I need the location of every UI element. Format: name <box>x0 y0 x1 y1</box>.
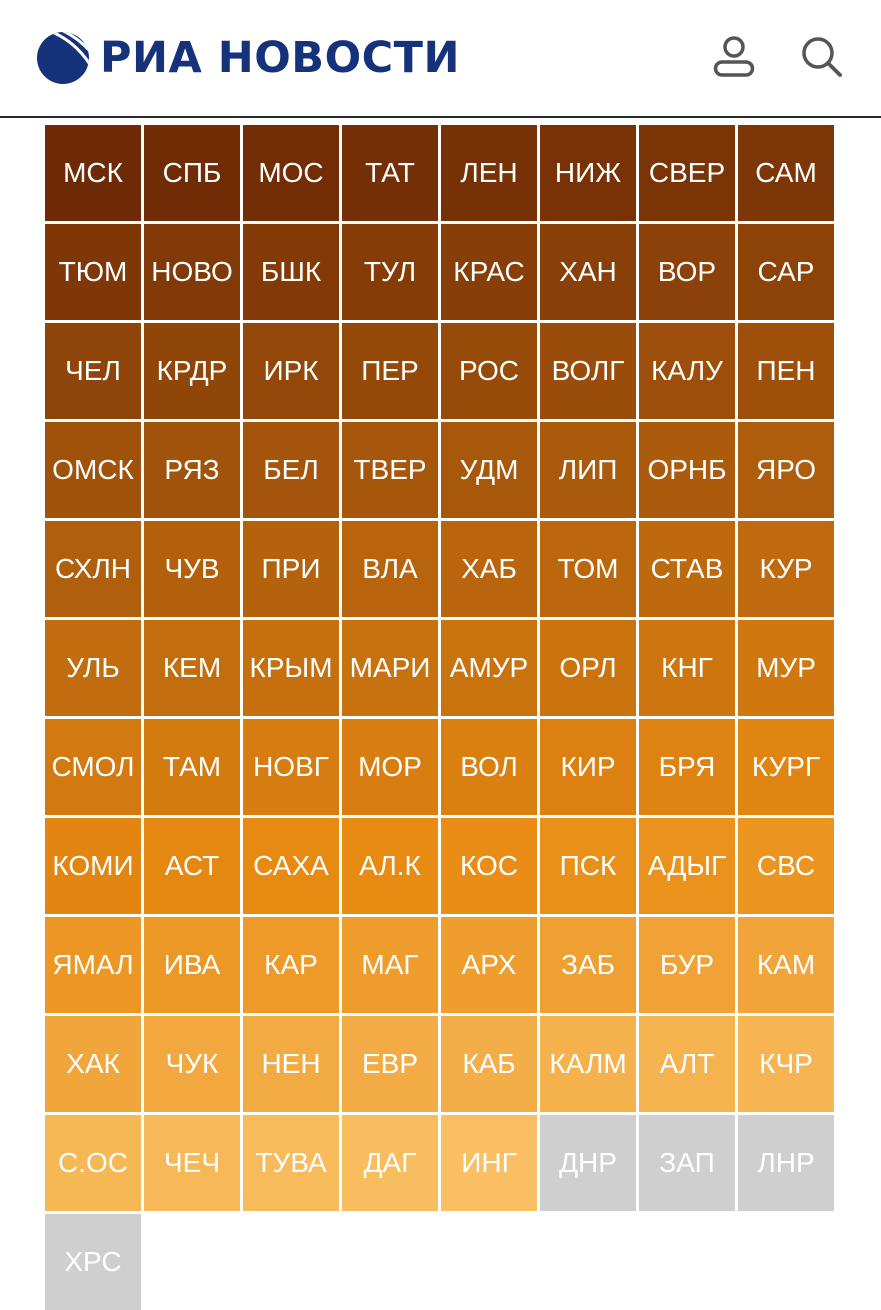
region-tile-label: КОМИ <box>52 850 134 881</box>
region-tile[interactable] <box>144 521 240 617</box>
region-tile-label: КОС <box>460 850 518 881</box>
region-tile-label: ТОМ <box>557 553 619 584</box>
region-tile-label: ЛЕН <box>460 157 518 188</box>
region-tile-label: КЧР <box>759 1048 813 1079</box>
region-tile[interactable] <box>639 1016 735 1112</box>
region-tile[interactable] <box>243 719 339 815</box>
region-tile-label: МСК <box>63 157 123 188</box>
region-tile-label: КАБ <box>462 1048 516 1079</box>
region-tile[interactable] <box>639 818 735 914</box>
region-tile[interactable] <box>243 521 339 617</box>
region-tile[interactable] <box>441 323 537 419</box>
region-tile-label: ТАМ <box>162 751 222 782</box>
region-tile-label: КУРГ <box>751 751 821 782</box>
region-tile-label: КАЛУ <box>651 355 723 386</box>
region-tile[interactable] <box>540 422 636 518</box>
region-tile[interactable] <box>342 422 438 518</box>
region-tile-label: ЧЕЧ <box>164 1147 220 1178</box>
region-tile[interactable] <box>45 818 141 914</box>
region-tile-label: НИЖ <box>554 157 622 188</box>
region-tile-label: АРХ <box>461 949 517 980</box>
region-tile-label: КИР <box>560 751 616 782</box>
region-tile[interactable] <box>441 224 537 320</box>
region-tile[interactable] <box>45 719 141 815</box>
region-tile-label: С.ОС <box>58 1147 128 1178</box>
site-logo[interactable] <box>36 30 460 86</box>
region-tile-label: БУР <box>659 949 715 980</box>
region-tile[interactable] <box>441 719 537 815</box>
region-tile[interactable] <box>540 620 636 716</box>
region-tile-label: ВЛА <box>362 553 418 584</box>
region-tile-label: БШК <box>260 256 322 287</box>
region-tile-label: МОР <box>358 751 422 782</box>
region-tile-label: САХА <box>253 850 329 881</box>
region-tile-label: ЕВР <box>361 1048 419 1079</box>
region-tile[interactable] <box>738 125 834 221</box>
region-tile[interactable] <box>243 620 339 716</box>
region-tile-label: ДНР <box>559 1147 617 1178</box>
region-tile-label: ТУЛ <box>363 256 417 287</box>
region-tile-label: ЯМАЛ <box>52 949 134 980</box>
region-tile[interactable] <box>342 224 438 320</box>
region-tile[interactable] <box>540 521 636 617</box>
region-tile-label: НОВГ <box>253 751 329 782</box>
site-header <box>0 0 881 118</box>
brand-name: РИА НОВОСТИ <box>100 33 460 83</box>
region-tile[interactable] <box>441 1115 537 1211</box>
region-tile-label: СТАВ <box>650 553 724 584</box>
region-tile-label: ЧУВ <box>164 553 220 584</box>
region-tile-label: ВОЛ <box>460 751 518 782</box>
region-tile[interactable] <box>144 917 240 1013</box>
region-tile[interactable] <box>45 422 141 518</box>
region-tile[interactable] <box>144 818 240 914</box>
region-tile[interactable] <box>639 125 735 221</box>
region-tile[interactable] <box>738 1115 834 1211</box>
region-tile-label: КАЛМ <box>549 1048 627 1079</box>
region-tile[interactable] <box>144 1115 240 1211</box>
region-tile-label: ТАТ <box>365 157 415 188</box>
region-tile[interactable] <box>342 521 438 617</box>
region-tile[interactable] <box>342 620 438 716</box>
region-tile[interactable] <box>738 224 834 320</box>
region-tile[interactable] <box>243 818 339 914</box>
region-tile-label: МУР <box>756 652 816 683</box>
region-tile[interactable] <box>342 1016 438 1112</box>
region-tile-label: НОВО <box>151 256 233 287</box>
region-tile-label: ВОЛГ <box>551 355 625 386</box>
region-tile[interactable] <box>441 521 537 617</box>
region-tile[interactable] <box>441 818 537 914</box>
region-tile[interactable] <box>45 1115 141 1211</box>
region-tile-label: КРДР <box>156 355 228 386</box>
region-tile[interactable] <box>540 917 636 1013</box>
region-tile[interactable] <box>45 224 141 320</box>
region-tile-label: ЛИП <box>558 454 618 485</box>
region-tile[interactable] <box>45 125 141 221</box>
region-tile[interactable] <box>639 422 735 518</box>
region-tile[interactable] <box>45 620 141 716</box>
region-tile[interactable] <box>738 323 834 419</box>
region-tile-label: РЯЗ <box>164 454 220 485</box>
region-tile[interactable] <box>738 1016 834 1112</box>
region-tile[interactable] <box>342 125 438 221</box>
region-tile[interactable] <box>441 917 537 1013</box>
region-tile-label: ТУВА <box>255 1147 327 1178</box>
region-tile[interactable] <box>540 224 636 320</box>
region-tile[interactable] <box>144 1016 240 1112</box>
region-tile[interactable] <box>45 521 141 617</box>
region-tile[interactable] <box>441 620 537 716</box>
region-tile-label: АДЫГ <box>647 850 727 881</box>
region-tile[interactable] <box>243 125 339 221</box>
region-tile-label: КЕМ <box>162 652 222 683</box>
region-tile[interactable] <box>342 917 438 1013</box>
region-tile-label: БЕЛ <box>263 454 319 485</box>
region-tile[interactable] <box>738 521 834 617</box>
region-tile-label: АЛТ <box>659 1048 715 1079</box>
region-tile-label: ИНГ <box>461 1147 517 1178</box>
region-tile[interactable] <box>342 719 438 815</box>
region-tile-label: СПБ <box>162 157 222 188</box>
region-tile-label: ОРНБ <box>647 454 727 485</box>
region-tile[interactable] <box>243 422 339 518</box>
region-tile-label: МОС <box>258 157 324 188</box>
region-tile-label: УДМ <box>459 454 519 485</box>
region-tile[interactable] <box>738 422 834 518</box>
region-tile[interactable] <box>738 620 834 716</box>
region-tile-label: НЕН <box>261 1048 321 1079</box>
region-tile[interactable] <box>441 125 537 221</box>
region-tile-label: ЯРО <box>755 454 817 485</box>
region-tile[interactable] <box>243 1115 339 1211</box>
region-tile-label: ТЮМ <box>58 256 128 287</box>
region-tile[interactable] <box>144 323 240 419</box>
region-tile[interactable] <box>540 1115 636 1211</box>
region-tile-label: СМОЛ <box>51 751 135 782</box>
region-tile-label: ЗАБ <box>561 949 615 980</box>
region-tile-label: РОС <box>458 355 520 386</box>
region-tile[interactable] <box>639 719 735 815</box>
region-tile-label: КАМ <box>756 949 816 980</box>
region-tile-label: КРАС <box>453 256 525 287</box>
region-tile[interactable] <box>639 1115 735 1211</box>
region-tile[interactable] <box>738 917 834 1013</box>
region-tile[interactable] <box>441 1016 537 1112</box>
region-tile-label: САР <box>757 256 815 287</box>
region-tile[interactable] <box>144 224 240 320</box>
region-tile[interactable] <box>243 224 339 320</box>
region-tile-label: ЗАП <box>659 1147 715 1178</box>
region-tile-label: ПЕР <box>361 355 419 386</box>
region-tile-label: ПРИ <box>261 553 321 584</box>
region-tile-label: ЧУК <box>165 1048 219 1079</box>
region-tile-label: МАГ <box>361 949 419 980</box>
region-tile-label: ОМСК <box>52 454 134 485</box>
region-tile[interactable] <box>540 818 636 914</box>
region-tile-label: КНГ <box>661 652 713 683</box>
region-tile-label: АЛ.К <box>359 850 421 881</box>
region-tile[interactable] <box>738 818 834 914</box>
region-tile[interactable] <box>243 1016 339 1112</box>
region-tile-label: АМУР <box>449 652 529 683</box>
region-tile[interactable] <box>144 125 240 221</box>
region-tile-label: АСТ <box>164 850 220 881</box>
region-tile[interactable] <box>639 620 735 716</box>
region-tile-label: КАР <box>264 949 318 980</box>
region-tile[interactable] <box>639 323 735 419</box>
region-tile[interactable] <box>144 620 240 716</box>
region-tile[interactable] <box>540 1016 636 1112</box>
region-tile-label: ИРК <box>263 355 319 386</box>
region-tile[interactable] <box>144 422 240 518</box>
region-tile-label: СВЕР <box>648 157 726 188</box>
region-tile-label: ХРС <box>64 1246 122 1277</box>
region-tile[interactable] <box>342 323 438 419</box>
region-tile-label: МАРИ <box>349 652 431 683</box>
region-tile[interactable] <box>45 917 141 1013</box>
region-tile-label: БРЯ <box>658 751 716 782</box>
region-tile-label: ХАК <box>66 1048 120 1079</box>
region-tile-label: ДАГ <box>363 1147 417 1178</box>
region-tile[interactable] <box>243 917 339 1013</box>
region-tile-label: САМ <box>755 157 817 188</box>
region-tile-label: ОРЛ <box>559 652 617 683</box>
user-icon[interactable] <box>711 34 757 80</box>
region-tile-label: КРЫМ <box>249 652 333 683</box>
region-tile[interactable] <box>144 719 240 815</box>
region-tile-label: СВС <box>756 850 816 881</box>
globe-logo-icon <box>36 31 90 85</box>
region-tile-label: ХАБ <box>461 553 517 584</box>
region-tile[interactable] <box>738 719 834 815</box>
region-tile[interactable] <box>540 323 636 419</box>
region-tile-grid <box>45 125 837 1310</box>
region-tile-label: ХАН <box>559 256 617 287</box>
region-tile[interactable] <box>639 917 735 1013</box>
region-tile-label: ПЕН <box>756 355 816 386</box>
region-tile[interactable] <box>540 125 636 221</box>
region-tile-label: ИВА <box>163 949 221 980</box>
region-tile-label: КУР <box>759 553 813 584</box>
region-tile[interactable] <box>639 521 735 617</box>
region-tile[interactable] <box>540 719 636 815</box>
region-tile[interactable] <box>342 1115 438 1211</box>
region-tile[interactable] <box>243 323 339 419</box>
region-tile-label: СХЛН <box>55 553 131 584</box>
region-tile[interactable] <box>45 1016 141 1112</box>
region-tile[interactable] <box>441 422 537 518</box>
region-tile-label: ПСК <box>559 850 617 881</box>
region-tile-label: УЛЬ <box>66 652 120 683</box>
region-tile[interactable] <box>639 224 735 320</box>
region-tile[interactable] <box>45 1214 141 1310</box>
region-tile[interactable] <box>342 818 438 914</box>
region-tile[interactable] <box>45 323 141 419</box>
region-tile-label: ЧЕЛ <box>65 355 121 386</box>
search-icon[interactable] <box>799 34 845 80</box>
region-tile-label: ВОР <box>657 256 717 287</box>
region-tile-label: ЛНР <box>757 1147 815 1178</box>
region-tile-label: ТВЕР <box>353 454 427 485</box>
